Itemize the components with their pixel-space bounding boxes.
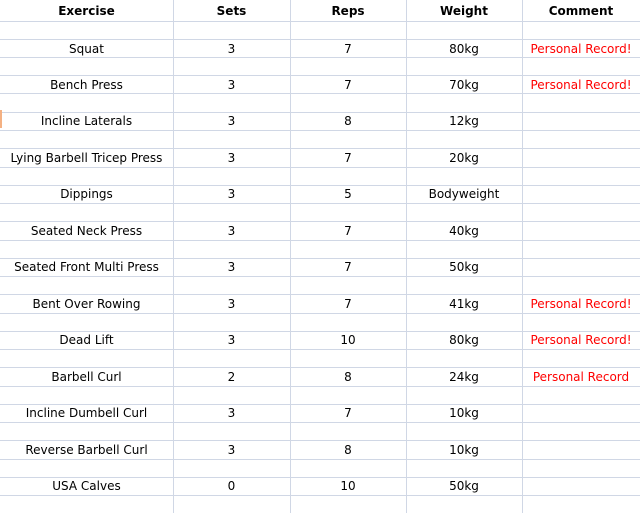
- weight-cell[interactable]: 24kg: [449, 370, 479, 384]
- weight-cell[interactable]: 41kg: [449, 297, 479, 311]
- sets-cell[interactable]: 3: [227, 187, 236, 201]
- reps-cell[interactable]: 7: [344, 42, 352, 56]
- weight-cell[interactable]: 10kg: [449, 406, 479, 420]
- exercise-cell[interactable]: Dippings: [60, 187, 113, 201]
- weight-cell[interactable]: 12kg: [449, 114, 479, 128]
- reps-cell[interactable]: 8: [344, 443, 352, 457]
- sets-cell[interactable]: 3: [227, 78, 236, 92]
- sets-cell[interactable]: 3: [227, 406, 236, 420]
- table-row: [0, 394, 640, 430]
- exercise-cell[interactable]: Barbell Curl: [51, 370, 122, 384]
- exercise-cell[interactable]: Incline Laterals: [40, 114, 133, 128]
- reps-cell[interactable]: 8: [344, 370, 352, 384]
- sets-cell[interactable]: 3: [227, 114, 236, 128]
- table-row: [0, 175, 640, 211]
- exercise-cell[interactable]: Bent Over Rowing: [32, 297, 141, 311]
- header-reps[interactable]: Reps: [331, 4, 365, 18]
- sets-cell[interactable]: 3: [227, 333, 236, 347]
- comment-cell[interactable]: [522, 222, 640, 240]
- exercise-cell[interactable]: Reverse Barbell Curl: [25, 443, 148, 457]
- exercise-cell[interactable]: Dead Lift: [59, 333, 114, 347]
- weight-cell[interactable]: 80kg: [449, 42, 479, 56]
- comment-cell[interactable]: [522, 477, 640, 495]
- reps-cell[interactable]: 7: [344, 297, 352, 311]
- sets-cell[interactable]: 3: [227, 297, 236, 311]
- comment-cell[interactable]: [522, 258, 640, 276]
- exercise-cell[interactable]: USA Calves: [52, 479, 121, 493]
- table-row: [0, 66, 640, 102]
- sets-cell[interactable]: 3: [227, 260, 236, 274]
- reps-cell[interactable]: 10: [340, 333, 356, 347]
- comment-cell[interactable]: [522, 441, 640, 459]
- weight-cell[interactable]: 20kg: [449, 151, 479, 165]
- reps-cell[interactable]: 8: [344, 114, 352, 128]
- table-row: [0, 30, 640, 66]
- sets-cell[interactable]: 3: [227, 42, 236, 56]
- weight-cell[interactable]: 40kg: [449, 224, 479, 238]
- comment-cell[interactable]: [522, 404, 640, 422]
- reps-cell[interactable]: 10: [340, 479, 356, 493]
- weight-cell[interactable]: 80kg: [449, 333, 479, 347]
- table-row: [0, 358, 640, 394]
- table-row: [0, 431, 640, 467]
- weight-cell[interactable]: 50kg: [449, 260, 479, 274]
- exercise-cell[interactable]: Seated Neck Press: [30, 224, 143, 238]
- header-sets[interactable]: Sets: [216, 4, 247, 18]
- sets-cell[interactable]: 3: [227, 151, 236, 165]
- header-comment[interactable]: Comment: [548, 4, 614, 18]
- table-row: [0, 212, 640, 248]
- comment-cell[interactable]: [522, 149, 640, 167]
- table-row: [0, 248, 640, 284]
- exercise-cell[interactable]: Incline Dumbell Curl: [25, 406, 148, 420]
- table-row: [0, 285, 640, 321]
- exercise-cell[interactable]: Bench Press: [50, 78, 123, 92]
- reps-cell[interactable]: 7: [344, 151, 352, 165]
- comment-cell[interactable]: Personal Record: [532, 370, 630, 384]
- reps-cell[interactable]: 7: [344, 224, 352, 238]
- reps-cell[interactable]: 5: [344, 187, 352, 201]
- exercise-cell[interactable]: Seated Front Multi Press: [14, 260, 159, 274]
- table-row: [0, 102, 640, 138]
- weight-cell[interactable]: 50kg: [449, 479, 479, 493]
- comment-cell[interactable]: Personal Record!: [530, 333, 632, 347]
- table-row: [0, 467, 640, 503]
- sets-cell[interactable]: 0: [227, 479, 236, 493]
- sets-cell[interactable]: 3: [227, 224, 236, 238]
- comment-cell[interactable]: [522, 112, 640, 130]
- comment-cell[interactable]: Personal Record!: [530, 42, 632, 56]
- header-weight[interactable]: Weight: [440, 4, 488, 18]
- exercise-cell[interactable]: Squat: [69, 42, 104, 56]
- sets-cell[interactable]: 2: [227, 370, 236, 384]
- comment-cell[interactable]: [522, 185, 640, 203]
- comment-cell[interactable]: Personal Record!: [530, 78, 632, 92]
- reps-cell[interactable]: 7: [344, 78, 352, 92]
- sets-cell[interactable]: 3: [227, 443, 236, 457]
- reps-cell[interactable]: 7: [344, 260, 352, 274]
- exercise-cell[interactable]: Lying Barbell Tricep Press: [10, 151, 163, 165]
- weight-cell[interactable]: 70kg: [449, 78, 479, 92]
- header-exercise[interactable]: Exercise: [58, 4, 115, 18]
- reps-cell[interactable]: 7: [344, 406, 352, 420]
- weight-cell[interactable]: 10kg: [449, 443, 479, 457]
- weight-cell[interactable]: Bodyweight: [428, 187, 500, 201]
- table-row: [0, 321, 640, 357]
- table-row: [0, 139, 640, 175]
- comment-cell[interactable]: Personal Record!: [530, 297, 632, 311]
